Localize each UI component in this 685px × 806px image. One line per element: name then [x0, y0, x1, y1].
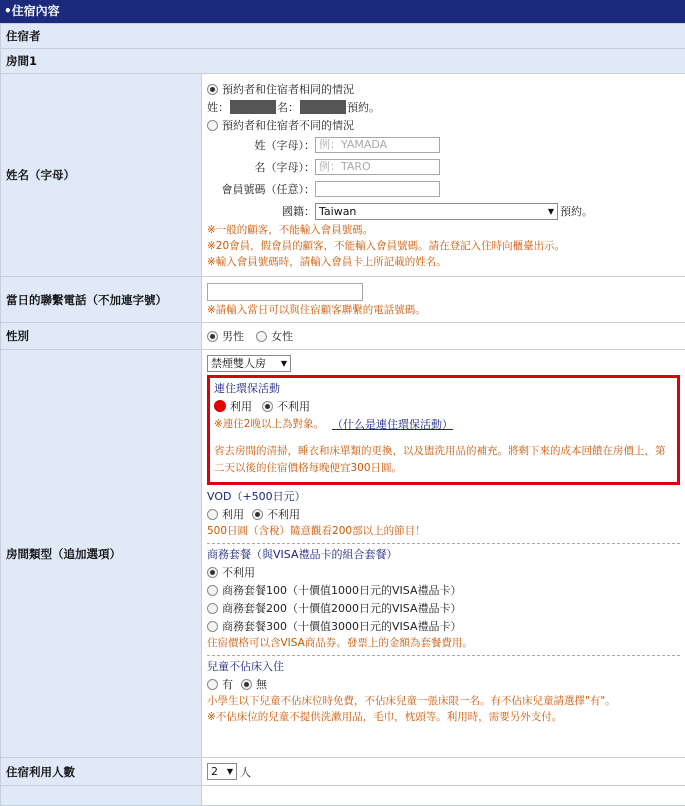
- given-name-input[interactable]: 例：TARO: [315, 159, 440, 175]
- surname-row: 姓（字母）： 例：YAMADA: [207, 134, 680, 156]
- eco-use-radio[interactable]: [214, 400, 226, 412]
- business-200-radio[interactable]: [207, 603, 218, 614]
- room-type-field-cell: 禁煙雙人房 ▼ 連住環保活動 利用 不利用 ※連住2晚以上為對象。 （什么是連住環保活動） 省去房間的清掃，睡衣和床單類的更換，以及盥洗用品的補充。將剩下來的成本回饋在房價上，第二天以後的住宿價格每晚便宜300日圓。 VOD（+500日元） 利用 不利用 500日圓（含稅）隨意觀看200部以上的節目！ 商務套餐（與VISA禮品卡的組合套餐） 不利用 商務套餐100（十價值1000日元的VISA禮品卡） 商務套餐200（十價值2000日元的VISA禮品卡） 商務套餐300（十價值3000日元的VISA禮品卡） 住宿價格可以含VISA商品券。發票上的金額為套餐費用。 兒童不佔床入住 有 無 小學生以下兒童不佔床位時免費，不佔床兒童一張床限一名。有不佔床兒童請選擇"有"。 ※不佔床位的兒童不提供洗漱用品，毛巾，枕頭等。利用時，需要另外支付。: [202, 350, 685, 758]
- form-table: [0, 23, 685, 806]
- room-type-select[interactable]: 禁煙雙人房 ▼: [207, 355, 291, 372]
- eco-note: ※連住2晚以上為對象。: [214, 416, 324, 432]
- phone-label: 當日的聯繫電話（不加連字號）: [1, 277, 202, 323]
- next-row-label: [1, 786, 202, 806]
- child-note-2: ※不佔床位的兒童不提供洗漱用品，毛巾，枕頭等。利用時，需要另外支付。: [207, 709, 680, 725]
- gender-label: 性別: [1, 323, 202, 350]
- name-field-cell: [202, 74, 685, 277]
- business-title: 商務套餐（與VISA禮品卡的組合套餐）: [207, 547, 680, 563]
- nationality-row: 國籍： Taiwan ▼ 預約。: [207, 200, 680, 222]
- eco-campaign-box: 連住環保活動 利用 不利用 ※連住2晚以上為對象。 （什么是連住環保活動） 省去房間的清掃，睡衣和床單類的更換，以及盥洗用品的補充。將剩下來的成本回饋在房價上，第二天以後的住宿價格每晚便宜300日圓。: [207, 375, 680, 485]
- eco-info-link[interactable]: （什么是連住環保活動）: [332, 416, 453, 432]
- chevron-down-icon: ▼: [548, 207, 554, 216]
- business-option-none[interactable]: 不利用: [207, 563, 680, 581]
- name-note-3: ※輸入會員號碼時，請輸入會員卡上所記載的姓名。: [207, 254, 680, 270]
- room-section-title: 房間1: [1, 49, 685, 74]
- vod-title: VOD（+500日元）: [207, 489, 680, 505]
- business-none-radio[interactable]: [207, 567, 218, 578]
- given-row: 名（字母）： 例：TARO: [207, 156, 680, 178]
- business-100-radio[interactable]: [207, 585, 218, 596]
- child-title: 兒童不佔床入住: [207, 659, 680, 675]
- guests-label: 住宿利用人數: [1, 758, 202, 786]
- business-option-200[interactable]: 商務套餐200（十價值2000日元的VISA禮品卡）: [207, 599, 680, 617]
- guests-field-cell: 2 ▼ 人: [202, 758, 685, 786]
- name-note-1: ※一般的顧客，不能輸入會員號碼。: [207, 222, 680, 238]
- phone-field-cell: [202, 277, 685, 323]
- eco-no-use-radio[interactable]: [262, 401, 273, 412]
- guest-count-select[interactable]: 2 ▼: [207, 763, 237, 780]
- section-header: •住宿內容: [0, 0, 685, 23]
- child-no-radio[interactable]: [241, 679, 252, 690]
- surname-input[interactable]: 例：YAMADA: [315, 137, 440, 153]
- name-label: 姓名（字母）: [1, 74, 202, 277]
- guest-section-title: 住宿者: [1, 24, 685, 49]
- diff-guest-option[interactable]: 預約者和住宿者不同的情況: [207, 116, 680, 134]
- room-type-label: 房間類型（追加選項）: [1, 350, 202, 758]
- business-option-100[interactable]: 商務套餐100（十價值1000日元的VISA禮品卡）: [207, 581, 680, 599]
- next-row-cell: [202, 786, 685, 806]
- eco-description: 省去房間的清掃，睡衣和床單類的更換，以及盥洗用品的補充。將剩下來的成本回饋在房價上，第二天以後的住宿價格每晚便宜300日圓。: [214, 443, 672, 477]
- same-guest-option[interactable]: 預約者和住宿者相同的情況: [207, 80, 680, 98]
- child-note-1: 小學生以下兒童不佔床位時免費，不佔床兒童一張床限一名。有不佔床兒童請選擇"有"。: [207, 693, 680, 709]
- vod-use-radio[interactable]: [207, 509, 218, 520]
- eco-title: 連住環保活動: [214, 381, 672, 397]
- divider: [207, 543, 680, 544]
- member-number-input[interactable]: [315, 181, 440, 197]
- masked-given-name: [300, 100, 346, 114]
- phone-input[interactable]: [207, 283, 363, 301]
- vod-no-use-radio[interactable]: [252, 509, 263, 520]
- gender-field-cell: 男性 女性: [202, 323, 685, 350]
- member-row: 會員號碼（任意）：: [207, 178, 680, 200]
- chevron-down-icon: ▼: [227, 767, 233, 776]
- chevron-down-icon: ▼: [281, 359, 287, 368]
- diff-guest-radio[interactable]: [207, 120, 218, 131]
- same-guest-radio[interactable]: [207, 84, 218, 95]
- divider: [207, 655, 680, 656]
- nationality-select[interactable]: Taiwan ▼: [315, 203, 558, 220]
- masked-surname: [230, 100, 276, 114]
- child-yes-radio[interactable]: [207, 679, 218, 690]
- reserver-name-line: 姓： 名： 預約。: [207, 98, 680, 116]
- business-300-radio[interactable]: [207, 621, 218, 632]
- name-note-2: ※20會員，假會員的顧客，不能輸入會員號碼。請在登記入住時向櫃臺出示。: [207, 238, 680, 254]
- female-radio[interactable]: [256, 331, 267, 342]
- business-option-300[interactable]: 商務套餐300（十價值3000日元的VISA禮品卡）: [207, 617, 680, 635]
- business-note: 住宿價格可以含VISA商品券。發票上的金額為套餐費用。: [207, 635, 680, 651]
- phone-note: ※請輸入當日可以與住宿顧客聯繫的電話號碼。: [207, 302, 680, 318]
- male-radio[interactable]: [207, 331, 218, 342]
- vod-note: 500日圓（含稅）隨意觀看200部以上的節目！: [207, 523, 680, 539]
